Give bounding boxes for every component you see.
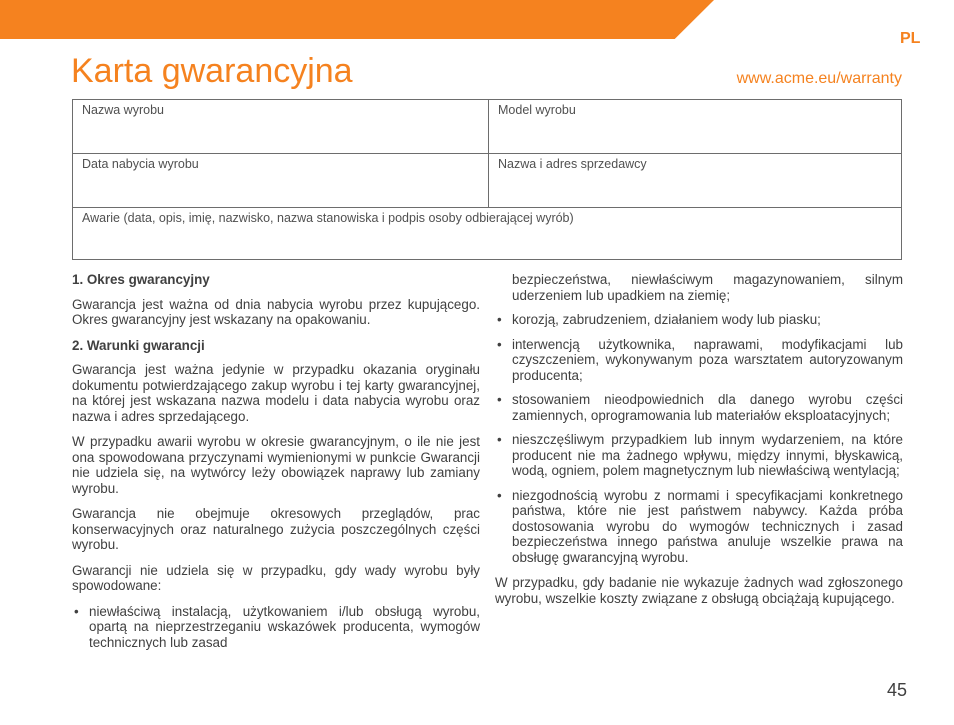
page-number: 45 — [887, 680, 908, 700]
bullet-icon: • — [497, 392, 502, 407]
list-item-continuation: bezpieczeństwa, niewłaściwym magazynowaniem, silnym uderzeniem lub upadkiem na ziemię; — [512, 272, 903, 303]
bullet-icon: • — [497, 432, 502, 447]
section-heading-warranty-conditions: 2. Warunki gwarancji — [72, 337, 205, 353]
bullet-icon: • — [497, 336, 502, 352]
form-row-product — [73, 100, 901, 154]
product-model-label: Model wyrobu — [498, 103, 576, 117]
list-item: • niewłaściwą instalacją, użytkowaniem i/lub obsługą wyrobu, opartą na nieprzestrzeganiu wskazówek producenta, wymogów technicznych lub zasad — [74, 603, 480, 650]
product-name-label: Nazwa wyrobu — [82, 103, 164, 117]
section-heading-warranty-period: 1. Okres gwarancyjny — [72, 272, 210, 287]
paragraph: Gwarancja jest ważna jedynie w przypadku okazania oryginału dokumentu potwierdzającego zakup wyrobu i tej karty gwarancyjnej, na której jest wskazana nazwa modelu i data nabycia wyrobu oraz nazwa i adres sprzedającego. — [72, 362, 480, 424]
list-item: • interwencją użytkownika, naprawami, modyfikacjami lub czyszczeniem, wykonywanym poza warsztatem autoryzowanym producenta; — [497, 336, 903, 383]
warranty-url[interactable]: www.acme.eu/warranty — [736, 70, 902, 87]
seller-label: Nazwa i adres sprzedawcy — [498, 157, 647, 171]
bullet-icon: • — [497, 487, 502, 503]
product-name-field[interactable] — [73, 100, 489, 153]
list-item: • niezgodnością wyrobu z normami i specyfikacjami konkretnego państwa, które nie jest państwem nabywcy. Każda próba dostosowania wyrobu do wymogów technicznych i zasad bezpieczeństwa innego państwa anuluje wszelkie prawa na obsługę gwarancyjną wyrobu. — [497, 487, 903, 565]
purchase-date-field[interactable] — [73, 154, 489, 207]
seller-field[interactable] — [489, 154, 901, 207]
paragraph: W przypadku, gdy badanie nie wykazuje żadnych wad zgłoszonego wyrobu, wszelkie koszty związane z obsługą obciążają kupującego. — [495, 575, 903, 606]
bullet-icon: • — [497, 312, 502, 327]
paragraph: W przypadku awarii wyrobu w okresie gwarancyjnym, o ile nie jest ona spowodowana przyczynami wymienionymi w punkcie Gwarancji nie udziela się, na wytwórcy leży obowiązek naprawy lub zamiany wyrobu. — [72, 434, 480, 496]
purchase-date-label: Data nabycia wyrobu — [82, 157, 199, 171]
paragraph: Gwarancja jest ważna od dnia nabycia wyrobu przez kupującego. Okres gwarancyjny jest wskazany na opakowaniu. — [72, 296, 480, 327]
language-code: PL — [900, 30, 921, 47]
list-item: • korozją, zabrudzeniem, działaniem wody lub piasku; — [497, 312, 821, 327]
product-model-field[interactable] — [489, 100, 901, 153]
exclusion-list-continued — [495, 312, 903, 565]
right-column — [495, 272, 903, 616]
list-item: • stosowaniem nieodpowiednich dla danego wyrobu części zamiennych, oprogramowania lub materiałów eksploatacyjnych; — [497, 392, 903, 423]
exclusion-list — [72, 604, 480, 651]
warranty-form — [72, 99, 902, 260]
paragraph: Gwarancja nie obejmuje okresowych przeglądów, prac konserwacyjnych oraz naturalnego zużycia poszczególnych części wyrobu. — [72, 506, 480, 552]
form-row-faults — [73, 208, 901, 260]
form-row-purchase — [73, 154, 901, 208]
faults-field[interactable] — [73, 208, 901, 260]
left-column — [72, 272, 480, 660]
page-title: Karta gwarancyjna — [71, 52, 353, 90]
paragraph: Gwarancji nie udziela się w przypadku, gdy wady wyrobu były spowodowane: — [72, 562, 480, 593]
faults-label: Awarie (data, opis, imię, nazwisko, nazwa stanowiska i podpis osoby odbierającej wyrób) — [82, 211, 574, 225]
list-item: • nieszczęśliwym przypadkiem lub innym wydarzeniem, na które producent nie ma żadnego wpływu, między innymi, błyskawicą, wodą, ogniem, polem magnetycznym lub niewłaściwą wentylacją; — [497, 432, 903, 478]
header-accent-band — [0, 0, 714, 39]
bullet-icon: • — [74, 603, 79, 619]
